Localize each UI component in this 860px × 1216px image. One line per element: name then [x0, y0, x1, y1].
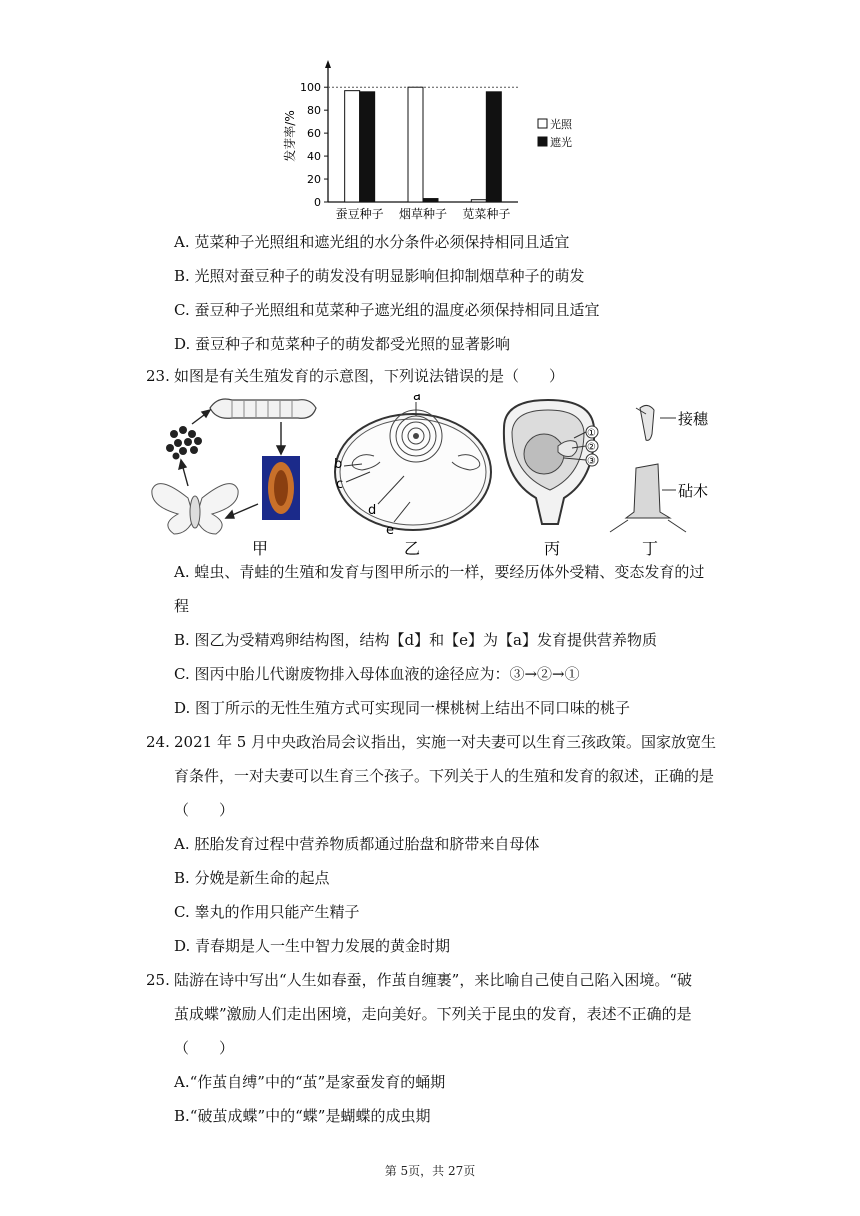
legend-swatch: [538, 119, 547, 128]
x-tick-label: 蚕豆种子: [335, 207, 384, 221]
q25-stem-line-2: 茧成蝶”激励人们走出困境，走向美好。下列关于昆虫的发育，表述不正确的是: [174, 1005, 692, 1023]
scion-label: 接穗: [678, 410, 709, 428]
stock-label: 砧木: [678, 482, 709, 500]
label-3: ③: [587, 456, 596, 467]
q24-stem-line-2: 育条件，一对夫妻可以生育三个孩子。下列关于人的生殖和发育的叙述，正确的是: [174, 767, 715, 785]
q25-number: 25.: [146, 971, 170, 989]
bar-2-1: [486, 92, 501, 202]
x-tick-label: 苋菜种子: [462, 207, 511, 221]
larva-illustration: [210, 399, 316, 418]
germination-bar-chart: [280, 60, 600, 225]
q24-option-d: D. 青春期是人一生中智力发展的黄金时期: [174, 937, 451, 955]
y-tick-label: 80: [307, 104, 321, 118]
bar-2-0: [471, 200, 486, 202]
y-tick-label: 20: [307, 173, 321, 187]
q24-option-c: C. 睾丸的作用只能产生精子: [174, 903, 360, 921]
q24-option-a: A. 胚胎发育过程中营养物质都通过胎盘和脐带来自母体: [174, 835, 540, 853]
q23-option-d: D. 图丁所示的无性生殖方式可实现同一棵桃树上结出不同口味的桃子: [174, 699, 631, 717]
q23-option-a-cont: 程: [174, 597, 190, 615]
bar-1-0: [408, 87, 423, 202]
caption-ding: 丁: [642, 539, 659, 556]
q25-stem-line-1: 陆游在诗中写出“人生如春蚕，作茧自缠裹”，来比喻自己使自己陷入困境。“破: [174, 971, 693, 989]
y-axis-label: 发芽率/%: [283, 110, 297, 162]
q23-option-b: B. 图乙为受精鸡卵结构图，结构【d】和【e】为【a】发育提供营养物质: [174, 631, 657, 649]
silkworm-life-cycle: [152, 399, 316, 534]
q23-number: 23.: [146, 367, 170, 385]
label-e: e: [386, 523, 394, 538]
legend-label: 光照: [550, 118, 572, 131]
q23-option-a: A. 蝗虫、青蛙的生殖和发育与图甲所示的一样，要经历体外受精、变态发育的过: [174, 563, 705, 581]
q25-option-b: B.“破茧成蝶”中的“蝶”是蝴蝶的成虫期: [174, 1107, 431, 1125]
q24-stem-line-1: 2021 年 5 月中央政治局会议指出，实施一对夫妻可以生育三孩政策。国家放宽生: [174, 733, 717, 751]
q22-option-b: B. 光照对蚕豆种子的萌发没有明显影响但抑制烟草种子的萌发: [174, 267, 585, 285]
q25-option-a: A.“作茧自缚”中的“茧”是家蚕发育的蛹期: [174, 1073, 446, 1091]
y-axis-arrow: [325, 60, 331, 68]
q22-option-d: D. 蚕豆种子和苋菜种子的萌发都受光照的显著影响: [174, 335, 511, 353]
label-d: d: [368, 503, 377, 518]
y-tick-label: 60: [307, 127, 321, 141]
x-tick-label: 烟草种子: [398, 207, 448, 221]
q22-option-a: A. 苋菜种子光照组和遮光组的水分条件必须保持相同且适宜: [174, 233, 570, 251]
label-2: ②: [587, 442, 596, 453]
q23-option-c: C. 图丙中胎儿代谢废物排入母体血液的途径应为：③→②→①: [174, 665, 580, 683]
label-a: a: [413, 394, 421, 404]
y-tick-label: 100: [300, 81, 321, 95]
eggs-illustration: [166, 426, 202, 460]
q25-stem-line-3: （ ）: [174, 1039, 235, 1057]
moth-illustration: [152, 484, 238, 534]
reproduction-figure: [148, 394, 718, 556]
q24-number: 24.: [146, 733, 170, 751]
page-footer: 第 5页，共 27页: [384, 1164, 476, 1178]
q24-option-b: B. 分娩是新生命的起点: [174, 869, 330, 887]
q23-stem: 如图是有关生殖发育的示意图，下列说法错误的是（ ）: [174, 367, 565, 385]
caption-yi: 乙: [404, 539, 421, 556]
q22-option-c: C. 蚕豆种子光照组和苋菜种子遮光组的温度必须保持相同且适宜: [174, 301, 600, 319]
chart-bars: [345, 87, 502, 202]
legend-label: 遮光: [550, 136, 572, 149]
fetus-uterus-diagram: [504, 400, 598, 524]
y-tick-label: 0: [314, 196, 321, 209]
egg-structure-diagram: [334, 394, 491, 538]
grafting-diagram: [610, 405, 709, 532]
bar-1-1: [423, 199, 438, 202]
y-tick-label: 40: [307, 150, 321, 164]
caption-bing: 丙: [544, 539, 561, 556]
label-b: b: [334, 457, 343, 472]
pupa-illustration: [262, 456, 300, 520]
chart-labels: [336, 206, 511, 221]
caption-jia: 甲: [252, 539, 269, 556]
legend-swatch: [538, 137, 547, 146]
bar-0-0: [345, 91, 360, 202]
chart-legend: [538, 117, 573, 149]
label-1: ①: [587, 428, 596, 439]
label-c: c: [336, 477, 344, 492]
bar-0-1: [360, 92, 375, 202]
q24-stem-line-3: （ ）: [174, 801, 235, 819]
chart-axes: [282, 60, 518, 209]
